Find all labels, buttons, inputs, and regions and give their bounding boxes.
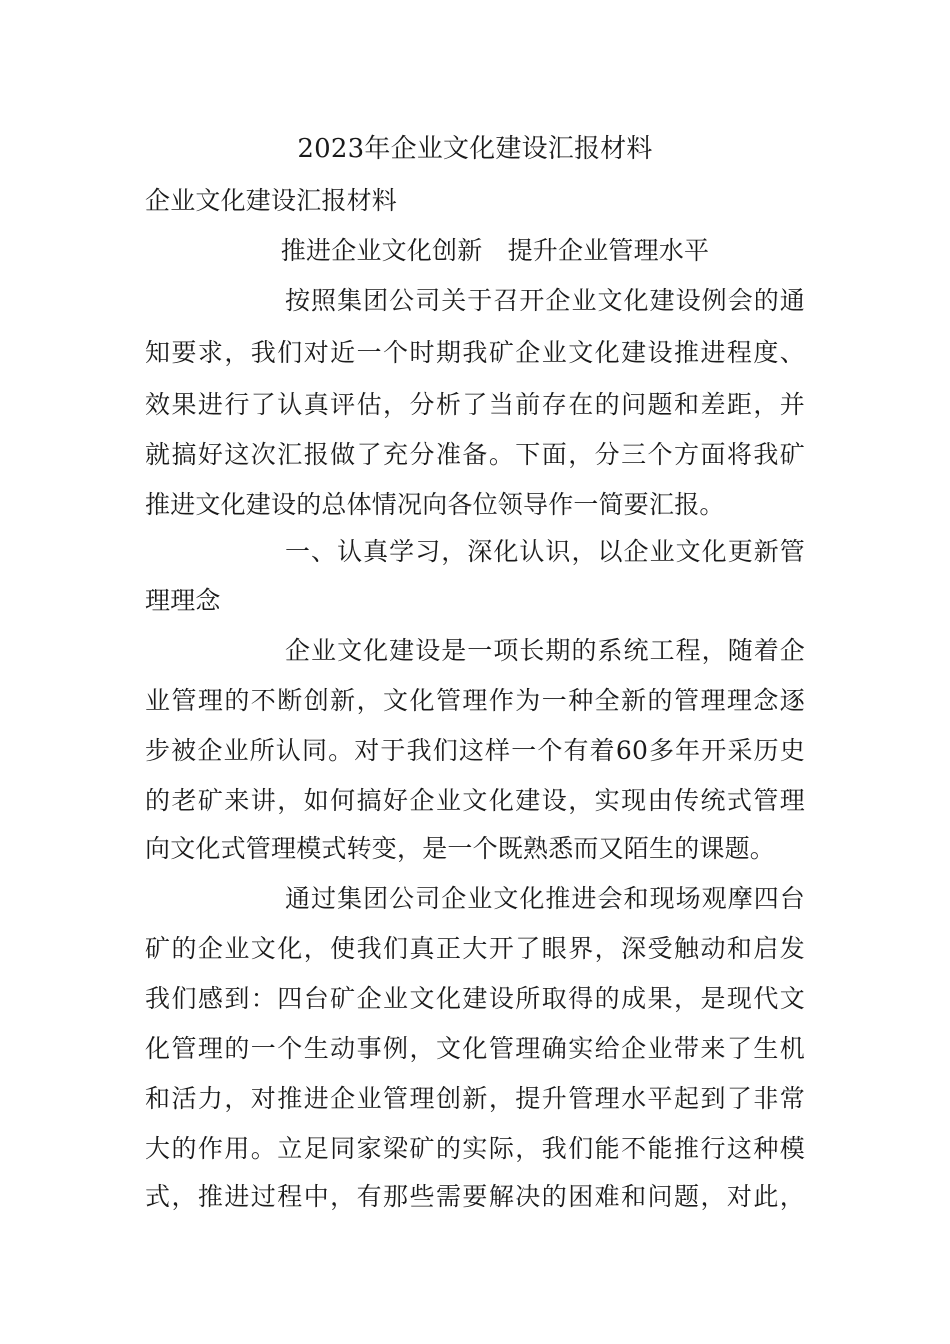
paragraph-line: 化管理的一个生动事例，文化管理确实给企业带来了生机 (145, 1034, 805, 1063)
paragraph-line: 步被企业所认同。对于我们这样一个有着60多年开采历史 (145, 736, 805, 765)
paragraph-line: 知要求，我们对近一个时期我矿企业文化建设推进程度、 (145, 338, 805, 367)
paragraph-line: 大的作用。立足同家梁矿的实际，我们能不能推行这种模 (145, 1134, 805, 1163)
paragraph-line: 式，推进过程中，有那些需要解决的困难和问题，对此， (145, 1182, 805, 1211)
paragraph-line: 就搞好这次汇报做了充分准备。下面，分三个方面将我矿 (145, 440, 805, 469)
paragraph-line: 业管理的不断创新，文化管理作为一种全新的管理理念逐 (145, 686, 805, 715)
paragraph-line: 的老矿来讲，如何搞好企业文化建设，实现由传统式管理 (145, 786, 805, 815)
paragraph-line: 推进文化建设的总体情况向各位领导作一简要汇报。 (145, 490, 725, 519)
paragraph-line: 通过集团公司企业文化推进会和现场观摩四台 (285, 884, 805, 913)
document-title: 2023年企业文化建设汇报材料 (297, 134, 653, 164)
paragraph-line: 向文化式管理模式转变，是一个既熟悉而又陌生的课题。 (145, 834, 776, 863)
document-subtitle: 企业文化建设汇报材料 (145, 186, 398, 215)
section-heading: 推进企业文化创新 提升企业管理水平 (280, 236, 710, 265)
section-title-continued: 理理念 (145, 586, 221, 615)
section-title: 一、认真学习，深化认识，以企业文化更新管 (285, 537, 805, 566)
paragraph-line: 我们感到：四台矿企业文化建设所取得的成果，是现代文 (145, 984, 805, 1013)
paragraph-line: 效果进行了认真评估，分析了当前存在的问题和差距，并 (145, 390, 805, 419)
paragraph-line: 和活力，对推进企业管理创新，提升管理水平起到了非常 (145, 1084, 805, 1113)
paragraph-line: 企业文化建设是一项长期的系统工程，随着企 (285, 636, 805, 665)
paragraph-line: 按照集团公司关于召开企业文化建设例会的通 (285, 286, 805, 315)
paragraph-line: 矿的企业文化，使我们真正大开了眼界，深受触动和启发 (145, 934, 805, 963)
